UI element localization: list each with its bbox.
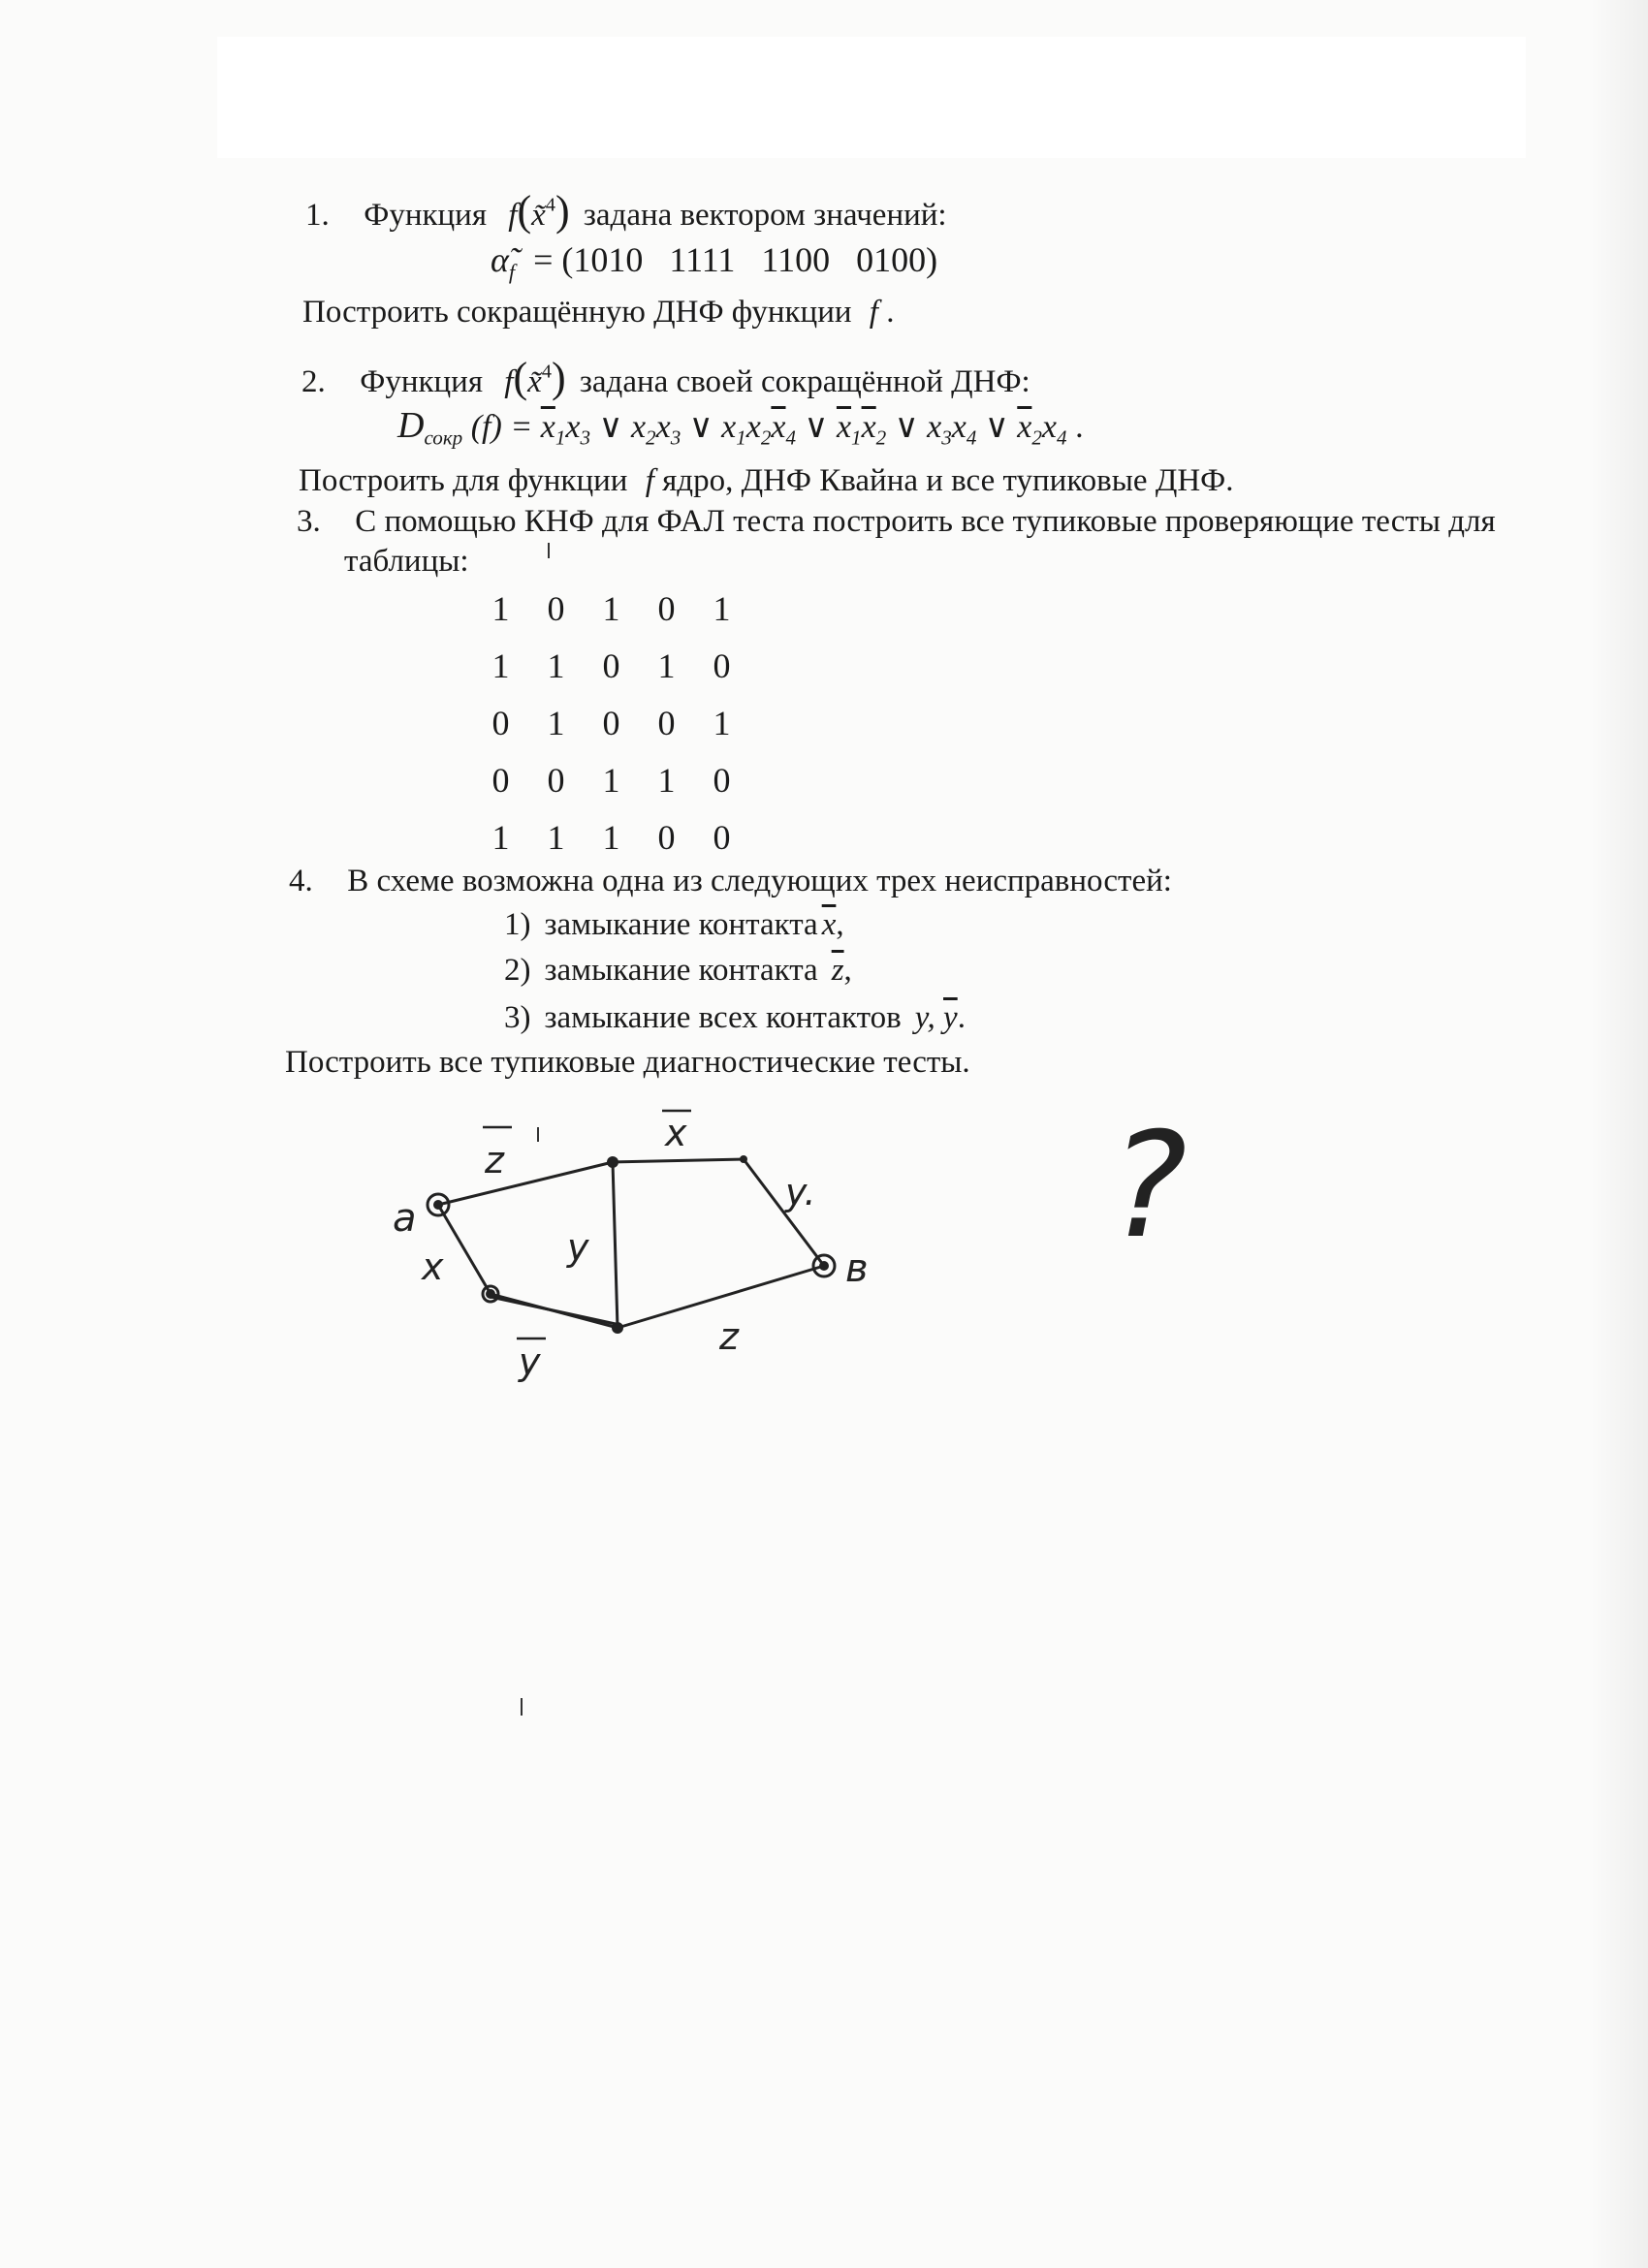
problem-1-line-1: 1. Функция f(x̃$^4$) задана вектором значений: [305, 187, 947, 235]
problem-4-line-1 [289, 866, 1172, 898]
dnf-term-3: $x_1x_2\overline{x}_4$ [721, 409, 797, 450]
table-cell: 1 [602, 760, 620, 800]
problem-2-task [299, 465, 1234, 497]
table-cell: 0 [713, 817, 731, 857]
dnf-arg: (f) = [470, 409, 533, 445]
table-cell: 1 [547, 703, 565, 742]
redacted-header [217, 37, 1526, 158]
problem-1-var: x̃ [531, 198, 546, 233]
problem-1-tail: задана вектором значений: [583, 198, 947, 233]
problem-1-lead: Функция [364, 198, 488, 233]
node-a-dot [433, 1200, 443, 1210]
node-lower-left [486, 1289, 495, 1299]
problem-1-vector-line [491, 242, 937, 283]
table-cell: 0 [657, 703, 676, 742]
label-edge-top-left: z [485, 1139, 504, 1181]
handwritten-question-mark: ? [1110, 1102, 1188, 1271]
table-cell: 1 [602, 817, 620, 857]
node-lower-ring [483, 1286, 498, 1302]
edge-top-mid [613, 1159, 744, 1162]
problem-2-arity: 4 [541, 361, 552, 383]
table-cell: 1 [713, 588, 731, 628]
fault-1: 1) замыкание контакта $\overline{x}$, [504, 907, 844, 942]
table-cell: 0 [491, 760, 510, 800]
edge-lower-right [618, 1266, 824, 1328]
or-symbol: ∨ [598, 409, 623, 445]
edge-lower-mid [491, 1294, 618, 1328]
problem-1-task-text: Построить сокращённую ДНФ функции [302, 295, 852, 330]
edge-lower-mid-2 [491, 1297, 616, 1324]
problem-4-intro: В схеме возможна одна из следующих трех неисправностей: [347, 864, 1172, 898]
node-b-dot [819, 1261, 829, 1271]
problem-2-task-func: f [645, 463, 654, 498]
table-row [473, 751, 749, 808]
table-cell: 1 [657, 760, 676, 800]
edge-vertical [613, 1162, 618, 1328]
edge-top-right [744, 1159, 824, 1266]
node-top-right [740, 1155, 747, 1163]
table-cell: 1 [547, 817, 565, 857]
label-edge-bottom: y [519, 1340, 541, 1383]
node-b-ring [813, 1255, 835, 1276]
problem-1-task-end: . [886, 295, 895, 330]
node-bottom [612, 1322, 623, 1334]
table-cell: 1 [547, 646, 565, 685]
table-cell: 0 [602, 646, 620, 685]
dnf-term-5: $x_3x_4$ [927, 409, 977, 450]
fault-2: 2) замыкание контакта $\overline{z}$, [504, 953, 852, 988]
problem-3-line-1-text: С помощью КНФ для ФАЛ теста построить все тупиковые проверяющие тесты для [355, 504, 1496, 539]
problem-2-lead: Функция [360, 364, 484, 399]
table-cell: 0 [491, 703, 510, 742]
or-symbol: ∨ [688, 409, 713, 445]
dnf-term-1: $\overline{x}_1x_3$ [540, 409, 591, 450]
label-node-b: в [845, 1246, 869, 1291]
problem-3-number: 3. [297, 504, 321, 539]
or-symbol: ∨ [804, 409, 829, 445]
table-cell: 0 [657, 588, 676, 628]
label-edge-vertical: y [567, 1226, 589, 1269]
table-cell: 1 [491, 588, 510, 628]
problem-2-task-text-b: ядро, ДНФ Квайна и все тупиковые ДНФ. [662, 463, 1234, 498]
label-edge-right: y. [785, 1171, 816, 1213]
dnf-D: D [397, 405, 425, 446]
problem-2-line-1: 2. Функция f(x̃$^4$) задана своей сокращённой ДНФ: [301, 354, 1030, 401]
problem-2-tail: задана своей сокращённой ДНФ: [579, 364, 1030, 399]
problem-1-task [302, 297, 894, 329]
dnf-end: . [1075, 409, 1084, 445]
table-cell: 0 [547, 760, 565, 800]
node-a-ring [428, 1194, 449, 1215]
dnf-term-2: $x_2x_3$ [630, 409, 681, 450]
table-cell: 1 [657, 646, 676, 685]
label-node-a: a [393, 1196, 417, 1241]
vector-alpha: α̃ [491, 240, 509, 279]
table-cell: 1 [491, 817, 510, 857]
table-cell: 0 [547, 588, 565, 628]
table-cell: 1 [491, 646, 510, 685]
edge-a-top [438, 1162, 613, 1205]
test-table [473, 580, 749, 866]
problem-1-task-func: f [869, 295, 878, 330]
vector-eq: = [533, 240, 554, 279]
or-symbol: ∨ [984, 409, 1009, 445]
table-row [473, 637, 749, 694]
problem-2-number: 2. [301, 364, 326, 399]
table-cell: 1 [713, 703, 731, 742]
problem-3-line-2: таблицы: [344, 544, 469, 579]
table-row [473, 808, 749, 866]
table-cell: 1 [602, 588, 620, 628]
problem-1-func: f [508, 198, 518, 233]
page-shadow [1590, 0, 1648, 2268]
label-edge-left: x [422, 1245, 444, 1288]
problem-2-func: f [504, 364, 514, 399]
table-cell: 0 [602, 703, 620, 742]
problem-2-task-text-a: Построить для функции [299, 463, 628, 498]
vector-alpha-sub: f [508, 259, 516, 284]
table-cell: 0 [713, 760, 731, 800]
dnf-term-6: $\overline{x}_2x_4$ [1017, 409, 1067, 450]
table-cell: 0 [713, 646, 731, 685]
table-row [473, 694, 749, 751]
problem-4-number: 4. [289, 864, 313, 898]
problem-2-var: x̃ [527, 364, 542, 399]
label-edge-bottom-right: z [719, 1315, 739, 1358]
node-top-left [607, 1156, 618, 1168]
dnf-term-4: $\overline{x}_1\overline{x}_2$ [836, 409, 887, 450]
table-row [473, 580, 749, 637]
edge-a-lower [438, 1205, 491, 1294]
value-vector: (1010 1111 1100 0100) [561, 240, 938, 279]
problem-1-arity: 4 [545, 194, 555, 216]
problem-2-dnf [397, 407, 1084, 448]
dnf-D-sub: сокр [424, 425, 463, 450]
problem-3-line-1 [297, 506, 1496, 538]
table-cell: 0 [657, 817, 676, 857]
label-edge-top-mid: x [665, 1112, 687, 1154]
fault-3: 3) замыкание всех контактов y, $\overline{y}$. [504, 1000, 966, 1035]
problem-4-task: Построить все тупиковые диагностические тесты. [285, 1045, 970, 1080]
or-symbol: ∨ [894, 409, 919, 445]
problem-1-number: 1. [305, 198, 330, 233]
